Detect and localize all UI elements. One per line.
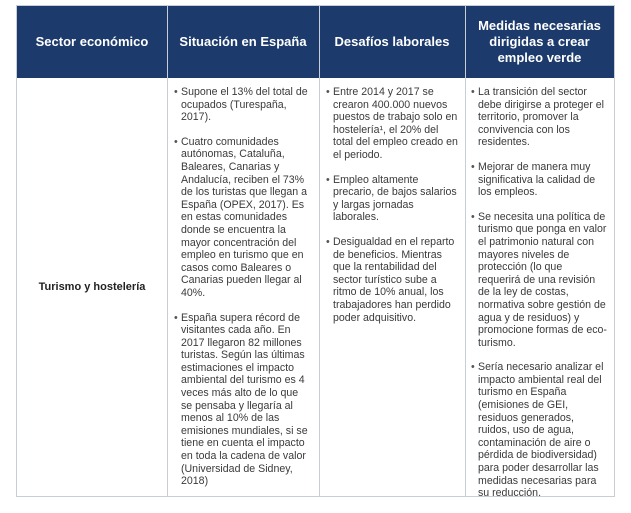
list-item: • Desigualdad en el reparto de beneficios. Mientras que la rentabilidad del sector turístico sube a ritmo de 10% anual, los trabajadores han perdido poder adquisitivo. [326,236,458,324]
column-divider [167,6,168,496]
header-sector: Sector económico [35,34,149,49]
list-item: • Cuatro comunidades autónomas, Cataluña, Baleares, Canarias y Andalucía, reciben el 73% de los turistas que llegan a España (OPEX, 2017). Es en estas comunidades donde se encuentra la mayor concentración del empleo en turismo que en casos como Baleares o Canarias pueden llegar al 40%. [174,136,309,300]
list-item: • Supone el 13% del total de ocupados (Turespaña, 2017). [174,86,309,124]
list-item: • Entre 2014 y 2017 se crearon 400.000 nuevos puestos de trabajo solo en hostelería¹, el 20% del total del empleo creado en el periodo. [326,86,458,162]
column-divider [319,6,320,496]
list-item: • La transición del sector debe dirigirse a proteger el territorio, promover la convivencia con los residentes. [471,86,607,149]
sector-label: Turismo y hostelería [38,281,146,293]
situacion-cell [174,86,309,500]
column-divider [465,6,466,496]
list-item: • Sería necesario analizar el impacto ambiental real del turismo en España (emisiones de GEI, residuos generados, ruidos, uso de agua, contaminación de aire o pérdida de biodiversidad) para poder desarrollar las medidas necesarias para su reducción. [471,361,607,500]
list-item: • Mejorar de manera muy significativa la calidad de los empleos. [471,161,607,199]
table-header [17,6,614,78]
header-desafios: Desafíos laborales [334,34,450,49]
list-item: • Empleo altamente precario, de bajos salarios y largas jornadas laborales. [326,174,458,224]
list-item: • Se necesita una política de turismo que ponga en valor el patrimonio natural con mayores niveles de protección (lo que requerirá de una revisión de la ley de costas, normativa sobre gestión de agua y de residuos) y promocione formas de eco-turismo. [471,211,607,350]
header-medidas: Medidas necesarias dirigidas a crear empleo verde [478,18,601,65]
medidas-cell [471,86,607,512]
list-item: • España supera récord de visitantes cada año. En 2017 llegaron 82 millones turistas. Según las últimas estimaciones el impacto ambiental del turismo es 4 veces más alto de lo que se pensaba y llegaría al menos al 10% de las emisiones mundiales, si se tiene en cuenta el impacto en toda la cadena de valor (Universidad de Sidney, 2018) [174,312,309,488]
policy-table [16,5,615,500]
desafios-cell [326,86,458,336]
header-situacion: Situación en España [179,34,307,49]
